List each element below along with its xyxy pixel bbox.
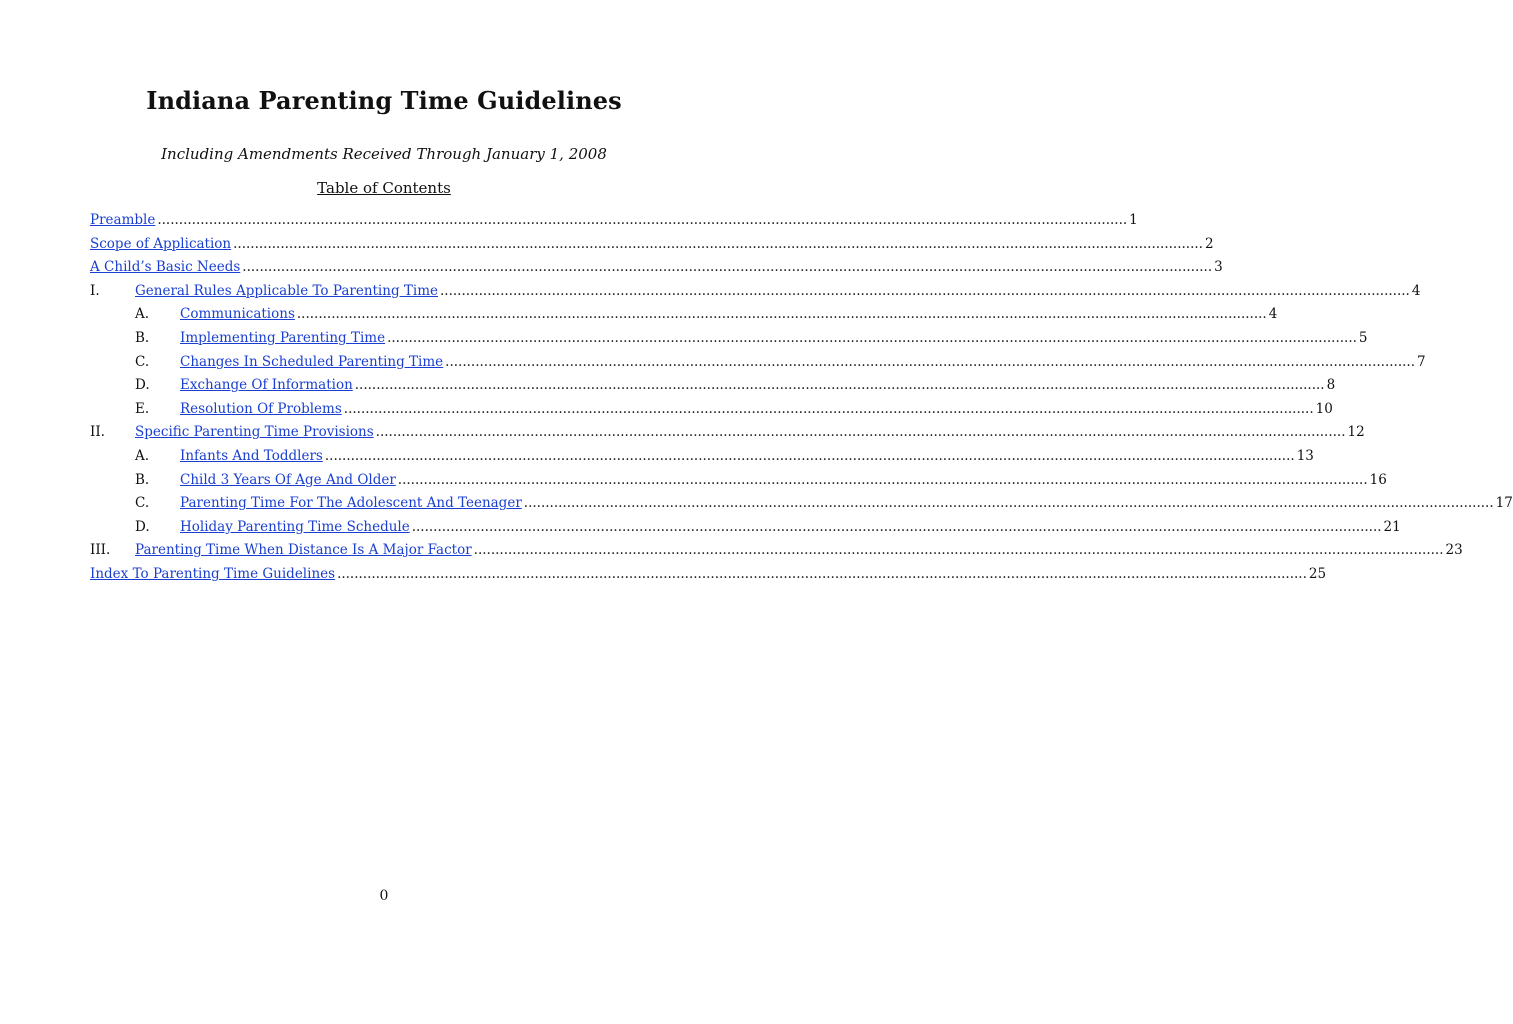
toc-link-communications[interactable]: Communications xyxy=(180,306,295,323)
toc-page-number: 16 xyxy=(1369,471,1387,488)
table-of-contents xyxy=(90,212,1513,590)
toc-marker: C. xyxy=(135,353,150,370)
toc-link-adolescent-teenager[interactable]: Parenting Time For The Adolescent And Teenager xyxy=(180,495,522,512)
toc-marker: III. xyxy=(90,542,111,559)
toc-row-preamble xyxy=(90,212,1138,236)
toc-link-childs-basic-needs[interactable]: A Child’s Basic Needs xyxy=(90,259,241,276)
toc-link-child-3-years[interactable]: Child 3 Years Of Age And Older xyxy=(180,471,396,488)
toc-link-changes-in-scheduled[interactable]: Changes In Scheduled Parenting Time xyxy=(180,353,444,370)
toc-row-i-d xyxy=(90,377,1336,401)
toc-heading: Table of Contents xyxy=(317,179,451,197)
toc-link-specific-provisions[interactable]: Specific Parenting Time Provisions xyxy=(135,424,374,441)
toc-marker: I. xyxy=(90,282,100,299)
toc-page-number: 1 xyxy=(1129,212,1138,228)
toc-link-distance-major-factor[interactable]: Parenting Time When Distance Is A Major Factor xyxy=(135,542,472,559)
toc-page-number: 12 xyxy=(1347,424,1365,441)
page-number: 0 xyxy=(379,888,389,904)
toc-marker: A. xyxy=(135,447,150,464)
toc-link-resolution-of-problems[interactable]: Resolution Of Problems xyxy=(180,400,342,417)
toc-link-exchange-of-information[interactable]: Exchange Of Information xyxy=(180,377,353,394)
dot-leader xyxy=(157,212,1127,228)
toc-link-index[interactable]: Index To Parenting Time Guidelines xyxy=(90,565,336,582)
toc-page-number: 23 xyxy=(1445,542,1463,559)
toc-marker: B. xyxy=(135,329,150,346)
toc-row-section-ii xyxy=(90,424,1365,448)
dot-leader xyxy=(387,330,1357,346)
toc-row-i-c xyxy=(90,353,1426,378)
toc-link-implementing-parenting-time[interactable]: Implementing Parenting Time xyxy=(180,329,386,346)
dot-leader xyxy=(440,283,1410,299)
dot-leader xyxy=(355,377,1325,393)
dot-leader xyxy=(445,354,1415,370)
toc-row-ii-d xyxy=(90,518,1401,543)
toc-page-number: 5 xyxy=(1358,329,1368,346)
toc-page-number: 13 xyxy=(1296,447,1314,464)
toc-page-number: 3 xyxy=(1214,259,1223,276)
toc-link-preamble[interactable]: Preamble xyxy=(90,212,156,228)
dot-leader xyxy=(398,472,1368,488)
toc-link-general-rules[interactable]: General Rules Applicable To Parenting Time xyxy=(135,282,438,299)
toc-row-i-a xyxy=(90,306,1278,330)
dot-leader xyxy=(325,448,1295,464)
toc-row-ii-c xyxy=(90,495,1513,519)
document-title: Indiana Parenting Time Guidelines xyxy=(146,86,622,115)
dot-leader xyxy=(524,495,1494,511)
toc-row-i-e xyxy=(90,400,1333,425)
toc-row-scope xyxy=(90,235,1214,260)
toc-link-scope-of-application[interactable]: Scope of Application xyxy=(90,235,232,252)
toc-marker: A. xyxy=(135,306,150,323)
dot-leader xyxy=(412,519,1382,535)
toc-marker: D. xyxy=(135,518,150,535)
toc-marker: B. xyxy=(135,471,150,488)
toc-row-ii-a xyxy=(90,447,1314,472)
dot-leader xyxy=(297,306,1267,322)
toc-row-index xyxy=(90,565,1327,590)
toc-row-section-iii xyxy=(90,542,1463,566)
toc-marker: C. xyxy=(135,495,150,512)
toc-page-number: 4 xyxy=(1268,306,1278,323)
dot-leader xyxy=(242,259,1212,275)
toc-row-basic-needs xyxy=(90,259,1223,283)
dot-leader xyxy=(337,566,1307,582)
toc-page-number: 17 xyxy=(1495,495,1513,512)
toc-row-i-b xyxy=(90,329,1368,354)
toc-page-number: 8 xyxy=(1326,377,1336,394)
toc-marker: II. xyxy=(90,424,105,441)
dot-leader xyxy=(344,401,1314,417)
toc-page-number: 4 xyxy=(1411,282,1421,299)
dot-leader xyxy=(376,424,1346,440)
toc-marker: E. xyxy=(135,400,150,417)
dot-leader xyxy=(474,542,1444,558)
dot-leader xyxy=(233,236,1203,252)
toc-page-number: 2 xyxy=(1204,235,1214,252)
toc-page-number: 21 xyxy=(1383,518,1401,535)
toc-row-section-i xyxy=(90,282,1421,307)
toc-page-number: 7 xyxy=(1416,353,1426,370)
toc-page-number: 25 xyxy=(1308,565,1327,582)
document-subtitle: Including Amendments Received Through January 1, 2008 xyxy=(161,145,607,163)
toc-marker: D. xyxy=(135,377,150,394)
toc-page-number: 10 xyxy=(1315,400,1333,417)
toc-row-ii-b xyxy=(90,471,1387,496)
toc-link-infants-and-toddlers[interactable]: Infants And Toddlers xyxy=(180,447,323,464)
toc-link-holiday-schedule[interactable]: Holiday Parenting Time Schedule xyxy=(180,518,410,535)
